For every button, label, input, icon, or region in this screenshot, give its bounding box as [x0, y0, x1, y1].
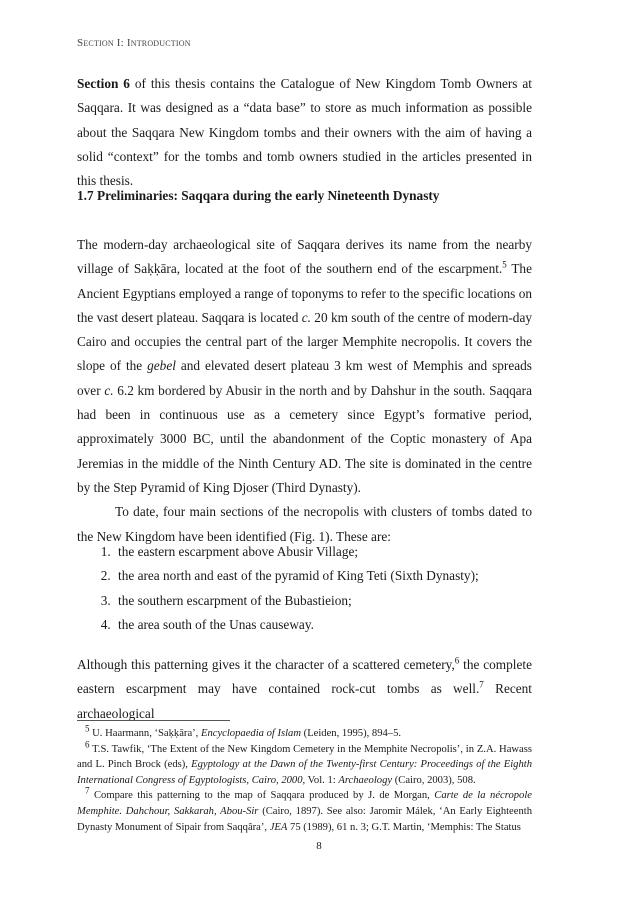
footnote-ref-6[interactable]: 6: [454, 655, 460, 666]
list-item: 3. the southern escarpment of the Bubastieion;: [114, 589, 554, 613]
text-run-italic: JEA: [269, 821, 288, 833]
text-run: The Ancient Egyptians employed a range of toponyms to refer to the specific locations on the vast desert plateau. Saqqara is located: [77, 261, 532, 325]
footnote-7: [77, 785, 532, 835]
sections-list: [92, 540, 554, 637]
text-run: Although this patterning gives it the character of a scattered cemetery,: [77, 657, 455, 672]
text-run-italic: Archaeology: [338, 774, 393, 786]
intro-paragraph: [77, 72, 532, 193]
page-number: 8: [316, 840, 322, 852]
footnote-number: 6: [85, 739, 90, 750]
paragraph-sections: To date, four main sections of the necropolis with clusters of tombs dated to the New Kingdom have been identified (Fig. 1). These are:: [77, 504, 532, 544]
footnote-ref-7[interactable]: 7: [479, 679, 484, 690]
list-item: 4. the area south of the Unas causeway.: [114, 613, 554, 637]
text-run-italic: c.: [301, 309, 311, 325]
text-run: Compare this patterning to the map of Saqqara produced by J. de Morgan,: [89, 790, 435, 802]
text-run-italic: Egyptology at the Dawn of the Twenty-first Century: Proceedings of the Eighth International Congress of Egyptologists, Cairo, 2000: [77, 759, 532, 786]
paragraph-site: [77, 233, 532, 500]
footnote-6: [77, 739, 532, 789]
footnote-divider: [77, 720, 230, 721]
section-reference: Section 6: [77, 76, 130, 91]
footnote-number: 7: [85, 785, 90, 796]
text-run-italic: Carte de la nécropole Memphite. Dahchour, Sakkarah, Abou-Sir: [77, 790, 532, 817]
text-run: The modern-day archaeological site of Saqqara derives its name from the nearby village of Saḳḳāra, located at the foot of the southern end of the escarpment.: [77, 237, 532, 277]
running-header: Section I: Introduction: [77, 37, 191, 49]
text-run-italic: c.: [104, 382, 114, 398]
text-run: 75 (1989), 61 n. 3; G.T. Martin, ‘Memphis: The Status: [287, 821, 521, 833]
text-run: (Cairo, 1897). See also: Jaromir Málek, ‘An Early Eighteenth Dynasty Monument of Sipair from Saqqâra’,: [77, 805, 532, 833]
text-run-italic: gebel: [147, 358, 176, 374]
list-item: 2. the area north and east of the pyramid of King Teti (Sixth Dynasty);: [114, 564, 554, 588]
main-text: [77, 233, 532, 549]
footnotes: [77, 723, 532, 835]
text-run: , Vol. 1:: [302, 774, 339, 786]
text-run: and elevated desert plateau 3 km west of Memphis and spreads over: [77, 358, 532, 398]
list-item: 1. the eastern escarpment above Abusir Village;: [114, 540, 554, 564]
text-run: U. Haarmann, ‘Saḳḳāra’,: [89, 728, 201, 739]
section-heading: 1.7 Preliminaries: Saqqara during the early Nineteenth Dynasty: [77, 188, 440, 203]
text-run-italic: Encyclopaedia of Islam: [200, 728, 302, 739]
text-run: Recent archaeological: [77, 681, 532, 721]
paragraph-patterning: [77, 653, 532, 726]
text-run: 20 km south of the centre of modern-day Cairo and occupies the central part of the larger Memphite necropolis. It covers the slope of the: [77, 309, 532, 374]
text-run: T.S. Tawfik, ‘The Extent of the New Kingdom Cemetery in the Memphite Necropolis’, in Z.A. Hawass and L. Pinch Brock (eds),: [77, 743, 532, 771]
footnote-number: 5: [85, 723, 90, 734]
text-run: (Leiden, 1995), 894–5.: [301, 728, 402, 739]
text-run: (Cairo, 2003), 508.: [392, 774, 476, 786]
text-run: the complete eastern escarpment may have contained rock-cut tombs as well.: [77, 657, 532, 697]
footnote-ref-5[interactable]: 5: [502, 259, 507, 270]
footnote-5: [77, 723, 532, 742]
text-run: 6.2 km bordered by Abusir in the north and by Dahshur in the south. Saqqara had been in continuous use as a cemetery since Egypt’s formative period, approximately 3000 BC, until the abandonment of the Coptic monastery of Apa Jeremias in the middle of the Ninth Century AD. The site is dominated in the centre by the Step Pyramid of King Djoser (Third Dynasty).: [77, 382, 533, 495]
intro-text: of this thesis contains the Catalogue of New Kingdom Tomb Owners at Saqqara. It was designed as a “data base” to store as much information as possible about the Saqqara New Kingdom tombs and their owners with the aim of having a solid “context” for the tombs and tomb owners studied in the articles presented in this thesis.: [77, 76, 532, 189]
